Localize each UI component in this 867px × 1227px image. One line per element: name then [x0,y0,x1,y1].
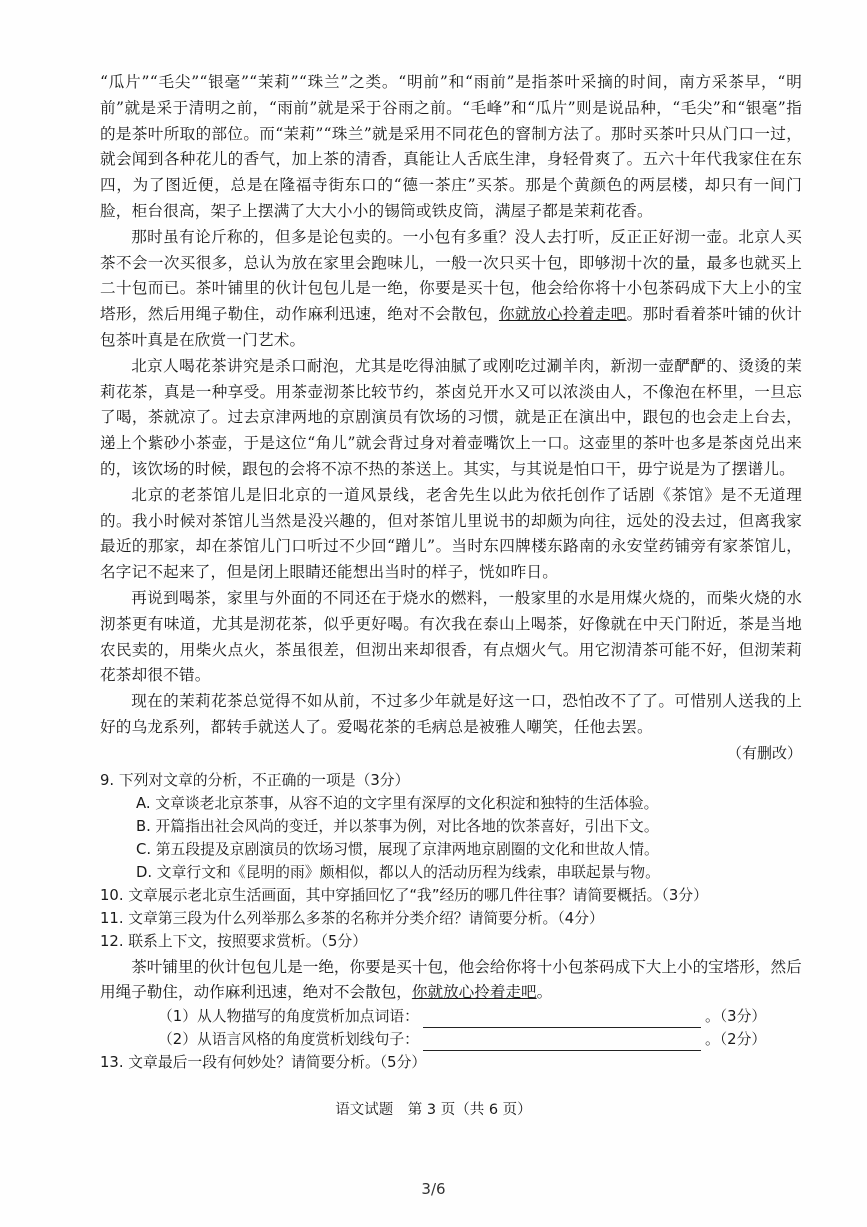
question-9-option-c: C. 第五段提及京剧演员的饮场习惯，展现了京津两地京剧圈的文化和世故人情。 [136,840,659,858]
answer-blank-2[interactable] [423,1034,701,1051]
question-9-option-d: D. 文章行文和《昆明的雨》颇相似，都以人的活动历程为线索，串联起景与物。 [136,863,660,881]
question-9-option-b: B. 开篇指出社会风尚的变迁，并以茶事为例，对比各地的饮茶喜好，引出下文。 [136,817,659,835]
question-12-excerpt: 茶叶铺里的伙计包包儿是一绝，你要是买十包，他会给你将十小包茶码成下大上小的宝塔形，然后用绳子勒住，动作麻利迅速，绝对不会散包，你就放心拎着走吧。 [100,957,802,1001]
question-12: 12. 联系上下文，按照要求赏析。（5分） [100,932,368,950]
question-11: 11. 文章第三段为什么列举那么多茶的名称并分类介绍？请简要分析。（4分） [100,909,604,927]
article-paragraph-1: “瓜片”“毛尖”“银毫”“茉莉”“珠兰”之类。“明前”和“雨前”是指茶叶采摘的时间，南方采茶早，“明前”就是采于清明之前，“雨前”就是采于谷雨之前。“毛峰”和“瓜片”则是说品种，“毛尖”和“银毫”指的是茶叶所取的部位。而“茉莉”“珠兰”就是采用不同花色的窨制方法了。那时买茶叶只从门口一过，就会闻到各种花儿的香气，加上茶的清香，真能让人舌底生津，身轻骨爽了。五六十年代我家住在东四，为了图近便，总是在隆福寺街东口的“德一茶庄”买茶。那是个黄颜色的两层楼，却只有一间门脸，柜台很高，架子上摆满了大大小小的锡筒或铁皮筒，满屋子都是茉莉花香。 [100,73,802,220]
question-12-part-1: （1）从人物描写的角度赏析加点词语： 。（3分） [100,1005,802,1028]
page-footer: 语文试题 第 3 页（共 6 页） [335,1102,532,1118]
question-12-part-2: （2）从语言风格的角度赏析划线句子： 。（2分） [100,1028,802,1051]
article-paragraph-5: 再说到喝茶，家里与外面的不同还在于烧水的燃料，一般家里的水是用煤火烧的，而柴火烧的水沏茶更有味道，尤其是沏花茶，似乎更好喝。有次我在泰山上喝茶，好像就在中天门附近，茶是当地农民卖的，用柴火点火，茶虽很差，但沏出来却很香，有点烟火气。用它沏清茶可能不好，但沏茉莉花茶却很不错。 [100,588,802,685]
question-9-option-a: A. 文章谈老北京茶事，从容不迫的文字里有深厚的文化积淀和独特的生活体验。 [136,794,659,812]
question-9: 9. 下列对文章的分析，不正确的一项是（3分） [100,771,410,789]
exam-sheet [100,70,802,1074]
article-paragraph-3: 北京人喝花茶讲究是杀口耐泡，尤其是吃得油腻了或刚吃过涮羊肉，新沏一壶酽酽的、烫烫的茉莉花茶，真是一种享受。用茶壶沏茶比较节约，茶卤兑开水又可以浓淡由人，不像泡在杯里，一旦忘了喝，茶就凉了。过去京津两地的京剧演员有饮场的习惯，就是正在演出中，跟包的也会走上台去，递上个紫砂小茶壶，于是这位“角儿”就会背过身对着壶嘴饮上一口。这壶里的茶叶也多是茶卤兑出来的，该饮场的时候，跟包的会将不凉不热的茶送上。其实，与其说是怕口干，毋宁说是为了摆谱儿。 [100,356,802,478]
page-indicator: 3/6 [421,1180,446,1198]
question-13: 13. 文章最后一段有何妙处？请简要分析。（5分） [100,1053,427,1071]
excerpt-underlined-sentence: 你就放心拎着走吧 [411,982,537,1001]
article-paragraph-6: 现在的茉莉花茶总觉得不如从前，不过多少年就是好这一口，恐怕改不了了。可惜别人送我的上好的乌龙系列，都转手就送人了。爱喝花茶的毛病总是被雅人嘲笑，任他去罢。 [100,692,802,736]
question-10: 10. 文章展示老北京生活画面，其中穿插回忆了“我”经历的哪几件往事？请简要概括。（3分） [100,886,708,904]
article-paragraph-2: 那时虽有论斤称的，但多是论包卖的。一小包有多重？没人去打听，反正正好沏一壶。北京人买茶不会一次买很多，总认为放在家里会跑味儿，一般一次只买十包，即够沏十次的量，最多也就买上二十包而已。茶叶铺里的伙计包包儿是一绝，你要是买十包，他会给你将十小包茶码成下大上小的宝塔形，然后用绳子勒住，动作麻利迅速，绝对不会散包，你就放心拎着走吧。那时看着茶叶铺的伙计包茶叶真是在欣赏一门艺术。 [100,227,802,349]
article-paragraph-4: 北京的老茶馆儿是旧北京的一道风景线，老舍先生以此为依托创作了话剧《茶馆》是不无道理的。我小时候对茶馆儿当然是没兴趣的，但对茶馆儿里说书的却颇为向往，远处的没去过，但离我家最近的那家，却在茶馆儿门口听过不少回“蹭儿”。当时东四牌楼东路南的永安堂药铺旁有家茶馆儿，名字记不起来了，但是闭上眼睛还能想出当时的样子，恍如昨日。 [100,485,802,582]
underlined-sentence: 你就放心拎着走吧 [498,305,627,324]
source-note: （有删改） [726,743,802,762]
answer-blank-1[interactable] [423,1011,701,1028]
